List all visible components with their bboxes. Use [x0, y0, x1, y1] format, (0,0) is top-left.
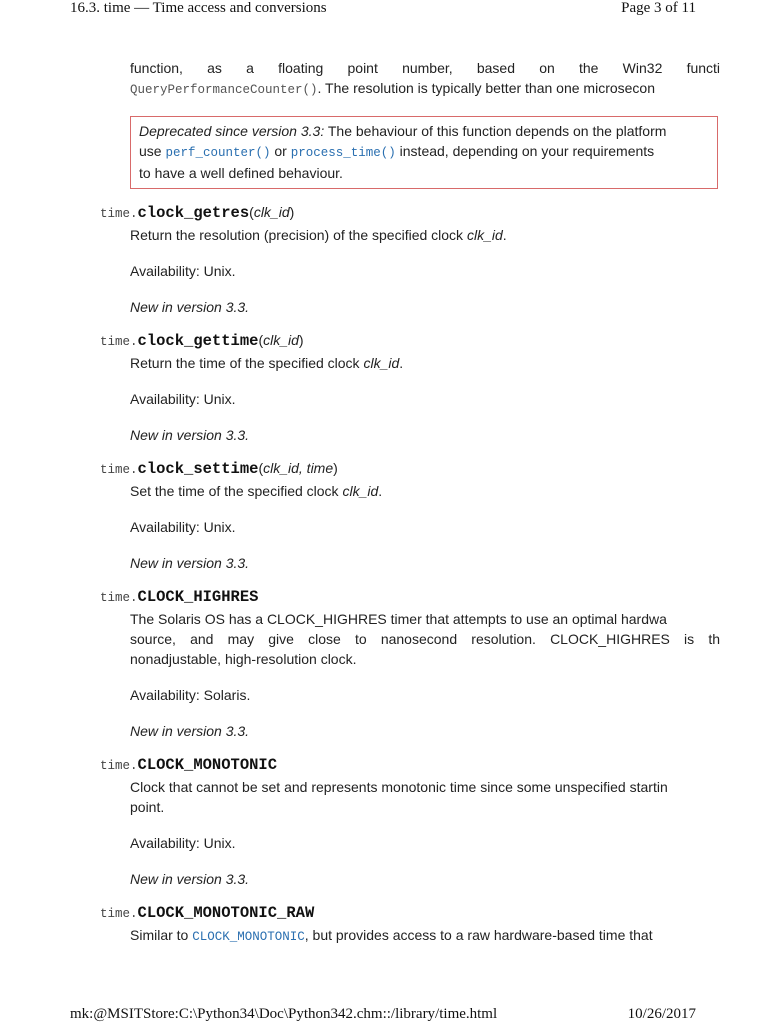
description-line: nonadjustable, high-resolution clock.: [130, 651, 357, 667]
page-footer: [0, 1006, 768, 1024]
new-in-version: New in version 3.3.: [130, 299, 250, 315]
availability: Availability: Unix.: [130, 519, 236, 535]
api-entry-clock-monotonic: [100, 753, 720, 889]
intro-paragraph: [130, 58, 720, 100]
description-line: point.: [130, 799, 165, 815]
constant-signature: time.CLOCK_MONOTONIC_RAW: [100, 904, 315, 922]
availability: Availability: Unix.: [130, 263, 236, 279]
availability: Availability: Unix.: [130, 391, 236, 407]
constant-name: CLOCK_HIGHRES: [137, 588, 259, 606]
deprecation-notice: Deprecated since version 3.3: The behaviour of this function depends on the platform use perf_counter() or process_time() instead, depending on your requirements to have a well defined behaviour.: [130, 116, 718, 189]
clock-monotonic-link[interactable]: CLOCK_MONOTONIC: [192, 930, 305, 944]
new-in-version: New in version 3.3.: [130, 723, 250, 739]
api-entry-clock-settime: [100, 457, 720, 573]
new-in-version: New in version 3.3.: [130, 555, 250, 571]
availability: Availability: Unix.: [130, 835, 236, 851]
footer-path: mk:@MSITStore:C:\Python34\Doc\Python342.chm::/library/time.html: [70, 1006, 498, 1022]
availability: Availability: Solaris.: [130, 687, 251, 703]
perf-counter-link[interactable]: perf_counter(): [165, 146, 271, 160]
deprecated-label: Deprecated since version 3.3:: [139, 123, 325, 139]
document-viewport[interactable]: [100, 58, 721, 958]
process-time-link[interactable]: process_time(): [290, 146, 396, 160]
intro-line-2: QueryPerformanceCounter(). The resolution is typically better than one microsecon: [130, 80, 656, 97]
description-line: source, and may give close to nanosecond resolution. CLOCK_HIGHRES is th: [130, 631, 721, 647]
inline-code: QueryPerformanceCounter(): [130, 83, 318, 97]
document-content: [100, 58, 720, 947]
page-header: [0, 0, 768, 22]
function-name: clock_settime: [137, 460, 259, 478]
function-name: clock_gettime: [137, 332, 259, 350]
description: Set the time of the specified clock clk_id.: [130, 483, 383, 499]
api-entry-clock-getres: [100, 201, 720, 317]
footer-date: 10/26/2017: [627, 1006, 696, 1022]
constant-name: CLOCK_MONOTONIC_RAW: [137, 904, 315, 922]
function-name: clock_getres: [137, 204, 250, 222]
description-line: The Solaris OS has a CLOCK_HIGHRES timer that attempts to use an optimal hardwa: [130, 611, 667, 627]
page-header-title: 16.3. time — Time access and conversions: [70, 0, 327, 16]
description-line: Clock that cannot be set and represents monotonic time since some unspecified startin: [130, 779, 668, 795]
function-signature: time.clock_settime(clk_id, time): [100, 460, 338, 478]
intro-line-1: function, as a floating point number, based on the Win32 functi: [130, 60, 721, 76]
new-in-version: New in version 3.3.: [130, 871, 250, 887]
function-signature: time.clock_getres(clk_id): [100, 204, 295, 222]
api-entry-clock-gettime: [100, 329, 720, 445]
page-number: Page 3 of 11: [621, 0, 696, 16]
description: Return the resolution (precision) of the specified clock clk_id.: [130, 227, 507, 243]
description: Similar to CLOCK_MONOTONIC, but provides access to a raw hardware-based time that: [130, 927, 653, 944]
api-entry-clock-highres: [100, 585, 720, 741]
constant-name: CLOCK_MONOTONIC: [137, 756, 278, 774]
description: Return the time of the specified clock clk_id.: [130, 355, 404, 371]
api-entry-clock-monotonic-raw: [100, 901, 720, 947]
constant-signature: time.CLOCK_HIGHRES: [100, 588, 259, 606]
new-in-version: New in version 3.3.: [130, 427, 250, 443]
function-signature: time.clock_gettime(clk_id): [100, 332, 304, 350]
constant-signature: time.CLOCK_MONOTONIC: [100, 756, 278, 774]
